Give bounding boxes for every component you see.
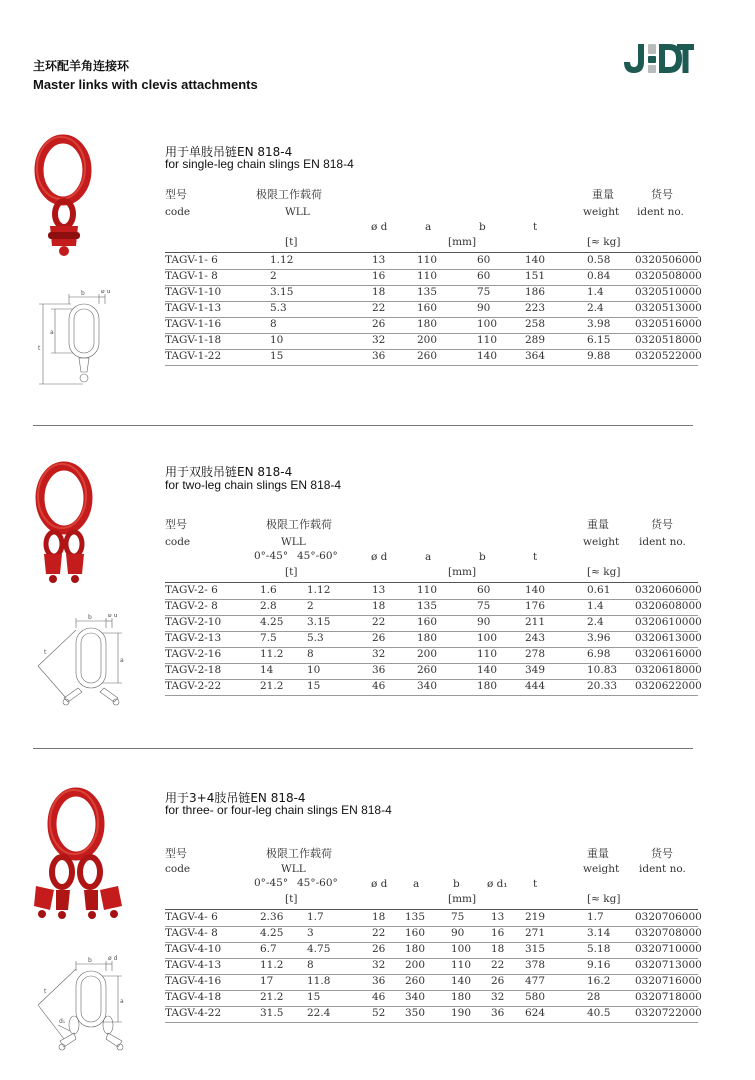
page-title-cn: 主环配羊角连接环 xyxy=(33,59,130,73)
table-row xyxy=(165,599,702,616)
table-cell: 1.7 xyxy=(307,911,324,923)
table-cell: TAGV-1-13 xyxy=(165,302,222,314)
col-a: a xyxy=(425,221,432,233)
col-ident-en: ident no. xyxy=(637,206,684,218)
table-cell: 110 xyxy=(477,334,498,346)
col-wll-cn: 极限工作载荷 xyxy=(256,188,322,201)
col-wll-cn: 极限工作载荷 xyxy=(266,847,332,860)
table-cell: 4.75 xyxy=(307,943,331,955)
table-cell: 6.98 xyxy=(587,648,611,660)
table-cell: TAGV-4-22 xyxy=(165,1007,222,1019)
table-cell: 140 xyxy=(525,254,546,266)
table-cell: 13 xyxy=(491,911,505,923)
table-cell: 135 xyxy=(417,600,438,612)
table-cell: 26 xyxy=(491,975,505,987)
col-t: t xyxy=(533,551,538,563)
table-cell: 0.61 xyxy=(587,584,611,596)
table-cell: 223 xyxy=(525,302,546,314)
table-cell: 6.7 xyxy=(260,943,277,955)
table-cell: 10 xyxy=(270,334,284,346)
section2-title-en: for two-leg chain slings EN 818-4 xyxy=(165,478,342,492)
col-angle-1: 0°-45° xyxy=(254,877,289,889)
table-cell: 90 xyxy=(451,927,465,939)
table-cell: 110 xyxy=(417,254,438,266)
table-cell: 32 xyxy=(491,991,505,1003)
table-cell: 271 xyxy=(525,927,546,939)
table-cell: 160 xyxy=(417,616,438,628)
table-cell: 16 xyxy=(372,270,386,282)
table-cell: 200 xyxy=(417,334,438,346)
col-weight-cn: 重量 xyxy=(587,518,609,531)
table-cell: 180 xyxy=(451,991,472,1003)
table-row xyxy=(165,333,702,350)
table-cell: TAGV-4-13 xyxy=(165,959,222,971)
table-cell: TAGV-1-18 xyxy=(165,334,222,346)
col-d1: ø d₁ xyxy=(487,878,508,890)
table-cell: 8 xyxy=(307,648,314,660)
table-cell: 90 xyxy=(477,302,491,314)
table-cell: 180 xyxy=(477,680,498,692)
table-cell: 340 xyxy=(417,680,438,692)
table-cell: 5.3 xyxy=(307,632,324,644)
table-cell: 0320513000 xyxy=(635,302,702,314)
table-cell: 140 xyxy=(525,584,546,596)
col-wll-en: WLL xyxy=(285,206,310,218)
table-cell: 22 xyxy=(372,302,386,314)
table-cell: 46 xyxy=(372,991,386,1003)
table-cell: 364 xyxy=(525,350,546,362)
table-cell: 624 xyxy=(525,1007,546,1019)
table-cell: 21.2 xyxy=(260,680,284,692)
table-cell: 580 xyxy=(525,991,546,1003)
table-cell: TAGV-4- 6 xyxy=(165,911,218,923)
col-weight-unit: [≈ kg] xyxy=(587,236,621,248)
col-ident-en: ident no. xyxy=(639,863,686,875)
table-cell: 3.15 xyxy=(307,616,331,628)
table-row xyxy=(165,974,702,991)
table-cell: 219 xyxy=(525,911,546,923)
table-row xyxy=(165,317,702,334)
table-cell: TAGV-2-18 xyxy=(165,664,222,676)
table-cell: 22.4 xyxy=(307,1007,331,1019)
table-cell: 3.15 xyxy=(270,286,294,298)
table-cell: 1.12 xyxy=(307,584,331,596)
table-cell: 18 xyxy=(491,943,505,955)
table-cell: 110 xyxy=(417,270,438,282)
table-cell: 3.96 xyxy=(587,632,611,644)
table-cell: 0320510000 xyxy=(635,286,702,298)
table-cell: TAGV-2- 8 xyxy=(165,600,218,612)
col-model-en: code xyxy=(165,536,191,548)
col-d: ø d xyxy=(371,878,388,890)
table-cell: 260 xyxy=(405,975,426,987)
table-row xyxy=(165,942,702,959)
table-cell: 3.14 xyxy=(587,927,611,939)
table-cell: 151 xyxy=(525,270,546,282)
col-model-cn: 型号 xyxy=(165,847,187,860)
table-cell: 135 xyxy=(405,911,426,923)
table-cell: 40.5 xyxy=(587,1007,611,1019)
table-cell: 15 xyxy=(307,680,321,692)
table-cell: 0.58 xyxy=(587,254,611,266)
table-cell: 4.25 xyxy=(260,616,284,628)
table-cell: 15 xyxy=(270,350,284,362)
table-row xyxy=(165,253,702,270)
table-cell: TAGV-2-10 xyxy=(165,616,222,628)
table-row xyxy=(165,663,702,680)
table-cell: 10 xyxy=(307,664,321,676)
diagram3-label-d: ø d xyxy=(108,955,118,962)
table-cell: TAGV-1-22 xyxy=(165,350,222,362)
diagram1-label-b: b xyxy=(81,290,85,297)
table-cell: 200 xyxy=(405,959,426,971)
col-ident-en: ident no. xyxy=(639,536,686,548)
table-cell: TAGV-2-13 xyxy=(165,632,222,644)
col-weight-cn: 重量 xyxy=(592,188,614,201)
table-cell: 0320522000 xyxy=(635,350,702,362)
table-cell: 18 xyxy=(372,600,386,612)
table-cell: 52 xyxy=(372,1007,386,1019)
table-cell: 0320506000 xyxy=(635,254,702,266)
table-cell: 3 xyxy=(307,927,314,939)
table-cell: 36 xyxy=(372,975,386,987)
col-ident-cn: 货号 xyxy=(651,188,673,201)
table-cell: TAGV-1-10 xyxy=(165,286,222,298)
diagram1-label-t: t xyxy=(38,345,41,352)
table-cell: 1.4 xyxy=(587,286,604,298)
table-cell: 2.4 xyxy=(587,302,604,314)
table-cell: 2.8 xyxy=(260,600,277,612)
table-cell: 0320516000 xyxy=(635,318,702,330)
section-divider xyxy=(33,425,693,426)
col-weight-unit: [≈ kg] xyxy=(587,893,621,905)
table-cell: 18 xyxy=(372,286,386,298)
col-wll-unit: [t] xyxy=(285,236,298,248)
col-angle-2: 45°-60° xyxy=(297,550,338,562)
table-cell: 444 xyxy=(525,680,546,692)
table-cell: 180 xyxy=(417,632,438,644)
table-row xyxy=(165,285,702,302)
table-cell: 11.2 xyxy=(260,648,284,660)
col-ident-cn: 货号 xyxy=(651,847,673,860)
table-cell: 2 xyxy=(307,600,314,612)
col-a: a xyxy=(413,878,420,890)
table-cell: 16 xyxy=(491,927,505,939)
section3-title-cn: 用于3+4肢吊链EN 818-4 xyxy=(165,791,306,805)
table-cell: 5.3 xyxy=(270,302,287,314)
table-cell: 9.88 xyxy=(587,350,611,362)
table-cell: 36 xyxy=(372,350,386,362)
table-cell: 11.2 xyxy=(260,959,284,971)
diagram3-label-d1: d₁ xyxy=(59,1018,66,1025)
master-link-two-leg-photo xyxy=(26,460,100,593)
col-b: b xyxy=(453,878,460,890)
table-cell: 7.5 xyxy=(260,632,277,644)
table-cell: 26 xyxy=(372,632,386,644)
table-cell: 2 xyxy=(270,270,277,282)
table-cell: 190 xyxy=(451,1007,472,1019)
table-cell: TAGV-4- 8 xyxy=(165,927,218,939)
col-weight-en: weight xyxy=(583,863,620,875)
table-row xyxy=(165,990,702,1007)
table-cell: 1.4 xyxy=(587,600,604,612)
col-wll-unit: [t] xyxy=(285,893,298,905)
table-cell: 0320616000 xyxy=(635,648,702,660)
table-cell: 0320710000 xyxy=(635,943,702,955)
table-cell: 18 xyxy=(372,911,386,923)
table-cell: 20.33 xyxy=(587,680,618,692)
table-row xyxy=(165,301,702,318)
diagram3-label-t: t xyxy=(44,988,47,995)
table-cell: 22 xyxy=(491,959,505,971)
table-cell: 2.4 xyxy=(587,616,604,628)
table-cell: 31.5 xyxy=(260,1007,284,1019)
col-mm-unit: [mm] xyxy=(448,236,477,248)
table-cell: 0320713000 xyxy=(635,959,702,971)
table-cell: 110 xyxy=(451,959,472,971)
col-ident-cn: 货号 xyxy=(651,518,673,531)
table-cell: 180 xyxy=(405,943,426,955)
table-cell: 110 xyxy=(477,648,498,660)
table-row xyxy=(165,679,702,696)
table-cell: 1.12 xyxy=(270,254,294,266)
col-t: t xyxy=(533,221,538,233)
table-cell: 350 xyxy=(405,1007,426,1019)
table-cell: TAGV-1-16 xyxy=(165,318,222,330)
table-cell: 26 xyxy=(372,318,386,330)
diagram2-label-t: t xyxy=(44,649,47,656)
col-b: b xyxy=(479,221,486,233)
section3-title-en: for three- or four-leg chain slings EN 818-4 xyxy=(165,803,392,817)
table-cell: 1.7 xyxy=(587,911,604,923)
col-b: b xyxy=(479,551,486,563)
table-cell: 6.15 xyxy=(587,334,611,346)
table-cell: 180 xyxy=(417,318,438,330)
table-cell: TAGV-1- 6 xyxy=(165,254,218,266)
table-cell: 349 xyxy=(525,664,546,676)
table-cell: 2.36 xyxy=(260,911,284,923)
table-row xyxy=(165,349,702,366)
table-cell: 9.16 xyxy=(587,959,611,971)
col-t: t xyxy=(533,878,538,890)
table-row xyxy=(165,647,702,664)
table-cell: 340 xyxy=(405,991,426,1003)
table-cell: 140 xyxy=(477,664,498,676)
col-wll-cn: 极限工作载荷 xyxy=(266,518,332,531)
table-cell: TAGV-1- 8 xyxy=(165,270,218,282)
table-cell: 278 xyxy=(525,648,546,660)
table-cell: 15 xyxy=(307,991,321,1003)
table-cell: 260 xyxy=(417,664,438,676)
col-d: ø d xyxy=(371,221,388,233)
table-cell: 60 xyxy=(477,254,491,266)
section-divider xyxy=(33,748,693,749)
table-cell: 32 xyxy=(372,334,386,346)
section1-title-cn: 用于单肢吊链EN 818-4 xyxy=(165,145,293,159)
table-row xyxy=(165,583,702,600)
table-cell: 0320508000 xyxy=(635,270,702,282)
table-cell: 186 xyxy=(525,286,546,298)
col-weight-en: weight xyxy=(583,206,620,218)
table-cell: 14 xyxy=(260,664,274,676)
table-row xyxy=(165,269,702,286)
table-cell: 16.2 xyxy=(587,975,611,987)
table-cell: 100 xyxy=(477,318,498,330)
col-model-cn: 型号 xyxy=(165,188,187,201)
table-cell: 75 xyxy=(451,911,465,923)
table-cell: 13 xyxy=(372,254,386,266)
table-cell: 0320606000 xyxy=(635,584,702,596)
table-cell: 3.98 xyxy=(587,318,611,330)
table-cell: 176 xyxy=(525,600,546,612)
col-weight-unit: [≈ kg] xyxy=(587,566,621,578)
table-cell: TAGV-4-16 xyxy=(165,975,222,987)
table-cell: 100 xyxy=(477,632,498,644)
diagram2-label-d: ø d xyxy=(108,614,118,619)
table-cell: 243 xyxy=(525,632,546,644)
diagram3-label-b: b xyxy=(88,957,92,964)
master-link-two-leg-diagram xyxy=(30,614,130,719)
table-cell: 0320608000 xyxy=(635,600,702,612)
col-model-en: code xyxy=(165,206,191,218)
table-cell: 258 xyxy=(525,318,546,330)
table-cell: 0320618000 xyxy=(635,664,702,676)
master-link-single-leg-diagram xyxy=(33,290,123,395)
table-cell: 60 xyxy=(477,584,491,596)
master-link-four-leg-diagram xyxy=(30,955,134,1060)
table-cell: 110 xyxy=(417,584,438,596)
table-row xyxy=(165,631,702,648)
table-row xyxy=(165,1006,702,1023)
table-cell: 36 xyxy=(491,1007,505,1019)
table-cell: 28 xyxy=(587,991,601,1003)
table-cell: 0.84 xyxy=(587,270,611,282)
diagram1-label-d: ø d xyxy=(101,290,111,295)
table-cell: 11.8 xyxy=(307,975,331,987)
table-cell: 160 xyxy=(417,302,438,314)
table-cell: 22 xyxy=(372,616,386,628)
col-d: ø d xyxy=(371,551,388,563)
table-cell: 140 xyxy=(477,350,498,362)
table-cell: 13 xyxy=(372,584,386,596)
diagram1-label-a: a xyxy=(50,329,54,336)
col-wll-en: WLL xyxy=(281,863,306,875)
table-cell: 289 xyxy=(525,334,546,346)
table-cell: 36 xyxy=(372,664,386,676)
col-angle-2: 45°-60° xyxy=(297,877,338,889)
table-cell: 8 xyxy=(307,959,314,971)
col-wll-en: WLL xyxy=(281,536,306,548)
section1-title-en: for single-leg chain slings EN 818-4 xyxy=(165,157,354,171)
table-cell: 75 xyxy=(477,286,491,298)
table-cell: 10.83 xyxy=(587,664,618,676)
col-weight-cn: 重量 xyxy=(587,847,609,860)
page-title-en: Master links with clevis attachments xyxy=(33,77,258,92)
col-model-cn: 型号 xyxy=(165,518,187,531)
table-cell: TAGV-2-22 xyxy=(165,680,222,692)
table-cell: 260 xyxy=(417,350,438,362)
table-cell: 160 xyxy=(405,927,426,939)
table-cell: 4.25 xyxy=(260,927,284,939)
table-cell: 315 xyxy=(525,943,546,955)
diagram2-label-b: b xyxy=(88,614,92,621)
table-row xyxy=(165,910,702,927)
col-weight-en: weight xyxy=(583,536,620,548)
table-cell: 22 xyxy=(372,927,386,939)
table-cell: 0320716000 xyxy=(635,975,702,987)
table-cell: 477 xyxy=(525,975,546,987)
table-cell: TAGV-2-16 xyxy=(165,648,222,660)
table-cell: 0320622000 xyxy=(635,680,702,692)
table-cell: 0320708000 xyxy=(635,927,702,939)
table-cell: 100 xyxy=(451,943,472,955)
table-cell: 32 xyxy=(372,648,386,660)
table-cell: 90 xyxy=(477,616,491,628)
table-cell: 0320722000 xyxy=(635,1007,702,1019)
table-cell: TAGV-4-10 xyxy=(165,943,222,955)
table-cell: TAGV-4-18 xyxy=(165,991,222,1003)
master-link-four-leg-photo xyxy=(26,786,136,931)
table-row xyxy=(165,926,702,943)
table-cell: 17 xyxy=(260,975,274,987)
table-cell: 60 xyxy=(477,270,491,282)
col-a: a xyxy=(425,551,432,563)
table-cell: 0320706000 xyxy=(635,911,702,923)
table-cell: 140 xyxy=(451,975,472,987)
table-cell: 211 xyxy=(525,616,546,628)
table-cell: 46 xyxy=(372,680,386,692)
table-cell: 5.18 xyxy=(587,943,611,955)
col-wll-unit: [t] xyxy=(285,566,298,578)
section2-title-cn: 用于双肢吊链EN 818-4 xyxy=(165,465,293,479)
table-cell: 378 xyxy=(525,959,546,971)
table-cell: 0320613000 xyxy=(635,632,702,644)
col-mm-unit: [mm] xyxy=(448,566,477,578)
table-cell: 8 xyxy=(270,318,277,330)
table-cell: 26 xyxy=(372,943,386,955)
diagram2-label-a: a xyxy=(120,657,124,664)
master-link-single-leg-photo xyxy=(28,134,98,269)
col-model-en: code xyxy=(165,863,191,875)
table-cell: 200 xyxy=(417,648,438,660)
diagram3-label-a: a xyxy=(120,998,124,1005)
col-mm-unit: [mm] xyxy=(448,893,477,905)
table-cell: TAGV-2- 6 xyxy=(165,584,218,596)
table-row xyxy=(165,615,702,632)
table-cell: 1.6 xyxy=(260,584,277,596)
table-cell: 0320518000 xyxy=(635,334,702,346)
table-cell: 0320718000 xyxy=(635,991,702,1003)
table-cell: 0320610000 xyxy=(635,616,702,628)
table-cell: 32 xyxy=(372,959,386,971)
table-cell: 135 xyxy=(417,286,438,298)
brand-logo xyxy=(622,40,694,79)
table-cell: 21.2 xyxy=(260,991,284,1003)
col-angle-1: 0°-45° xyxy=(254,550,289,562)
table-cell: 75 xyxy=(477,600,491,612)
table-row xyxy=(165,958,702,975)
